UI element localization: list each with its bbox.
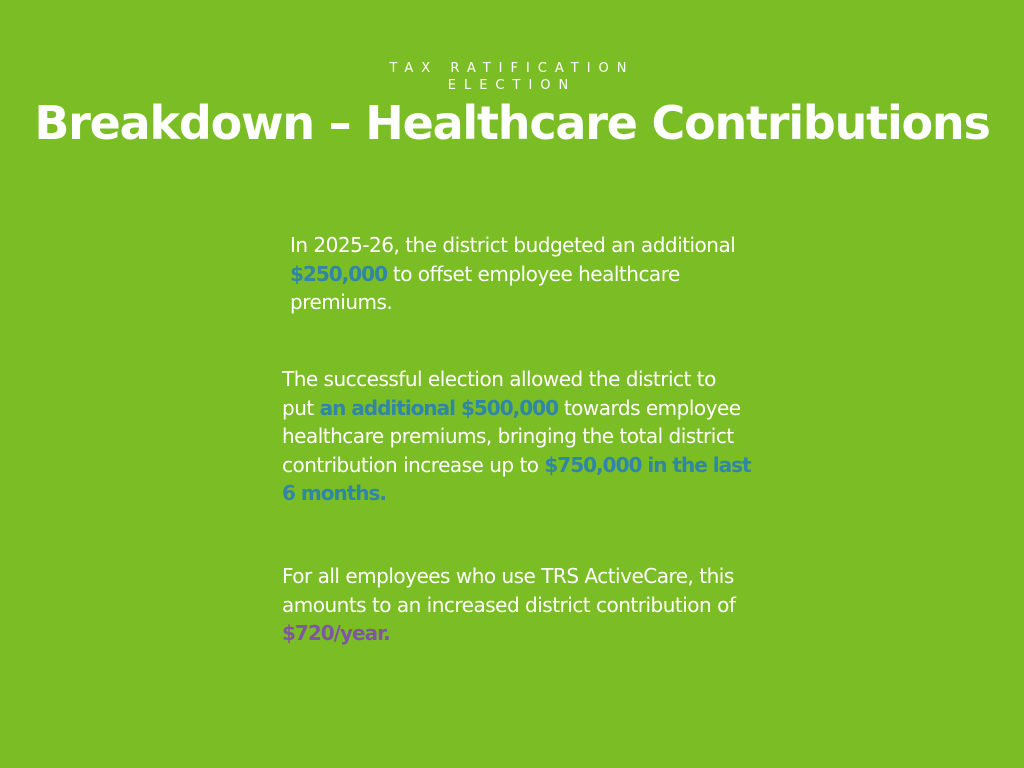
highlight-additional-500000: an additional $500,000: [319, 395, 558, 420]
highlight-720-per-year: $720/year.: [282, 621, 390, 645]
slide-title: Breakdown – Healthcare Contributions: [34, 96, 990, 150]
eyebrow-label: TAX RATIFICATION ELECTION: [389, 61, 635, 93]
paragraph-trs-activecare: [282, 562, 762, 648]
paragraph-election-result: [282, 365, 752, 508]
paragraph-budget-2025: [290, 231, 750, 317]
highlight-total-750000: $750,000 in the last 6 months.: [282, 452, 751, 505]
paragraph-text: The successful election allowed the district to put: [282, 367, 716, 420]
paragraph-text: to offset employee healthcare premiums.: [290, 261, 680, 314]
paragraph-text: In 2025-26, the district budgeted an additional: [290, 233, 736, 257]
paragraph-text: For all employees who use TRS ActiveCare, this amounts to an increased district contribution of: [282, 564, 736, 617]
paragraph-text: towards employee healthcare premiums, bringing the total district contribution increase up to: [282, 395, 741, 477]
highlight-amount-250000: $250,000: [290, 261, 388, 286]
